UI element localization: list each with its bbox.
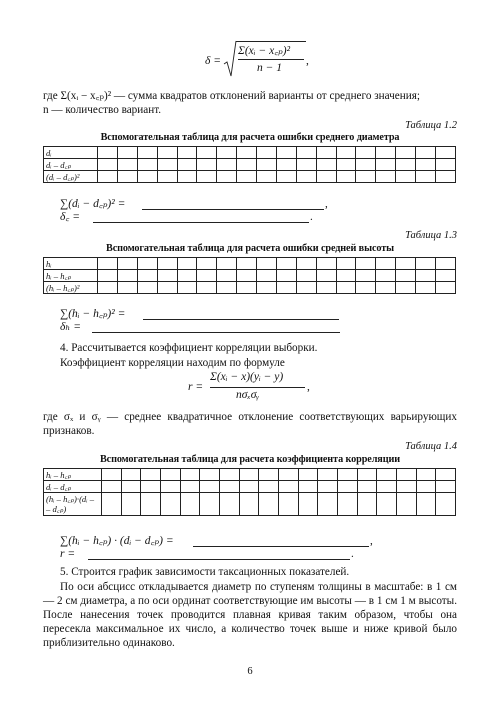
r-blank [88,559,350,560]
table-1-2 [43,146,456,183]
table-1-4-row-label-3a: (hᵢ – h꜀ₚ)·(dᵢ – [46,494,95,504]
correlation-intro: Коэффициент корреляции находим по формуле [60,357,285,369]
table-1-2-row-label-3: (dᵢ – d꜀ₚ)² [44,171,98,183]
table-1-2-row-label-1: dᵢ [44,147,98,159]
sum-d-label: ∑(dᵢ − d꜀ₚ)² = [60,198,126,210]
formula-delta [205,38,325,86]
sum-d-blank [142,209,324,210]
table-row [44,493,456,516]
formula-r-tail: , [307,381,310,393]
table-row [44,481,456,493]
formula-delta-denominator: n − 1 [257,62,283,74]
table-row [44,171,456,183]
formula-r-lhs: r = [188,381,204,393]
table-row [44,147,456,159]
table-1-4-row-label-1: hᵢ – h꜀ₚ [44,469,102,481]
table-1-2-row-label-2: dᵢ – d꜀ₚ [44,159,98,171]
sum-hd-blank [193,546,369,547]
table-1-2-caption: Вспомогательная таблица для расчета ошибки среднего диаметра [100,132,400,143]
table-row [44,282,456,294]
table-1-4 [43,468,456,516]
delta-h-blank [92,332,340,333]
sum-h-blank [143,319,339,320]
table-1-3-row-label-3: (hᵢ – h꜀ₚ)² [44,282,98,294]
step-5-heading: 5. Строится график зависимости таксационных показателей. [60,566,350,578]
paragraph-where-1: где Σ(xᵢ − x꜀ₚ)² — сумма квадратов отклонений варианты от среднего значения; [43,90,420,102]
table-1-4-caption: Вспомогательная таблица для расчета коэффициента корреляции [99,454,401,465]
formula-r [188,371,328,405]
table-1-4-row-label-3b: – d꜀ₚ) [46,504,67,514]
sum-h-label: ∑(hᵢ − h꜀ₚ)² = [60,308,126,320]
table-1-3-caption: Вспомогательная таблица для расчета ошибки средней высоты [106,243,394,254]
formula-delta-lhs: δ = [205,55,221,67]
r-equals-label: r = [60,548,76,560]
formula-r-numerator: Σ(xᵢ − x)(yᵢ − y) [210,371,284,383]
table-1-3 [43,257,456,294]
table-row [44,159,456,171]
delta-h-label: δₕ = [60,321,81,333]
formula-delta-tail: , [306,55,309,67]
table-1-4-row-label-3 [44,493,102,516]
delta-d-label: δ꜀ = [60,211,80,223]
table-row [44,469,456,481]
page-number: 6 [247,666,253,677]
sqrt-sign-icon [223,40,237,78]
table-1-2-number: Таблица 1.2 [405,120,457,131]
table-1-4-row-label-2: dᵢ – d꜀ₚ [44,481,102,493]
formula-r-denominator: nσₓσᵧ [236,389,260,401]
paragraph-where-2: n — количество вариант. [43,104,162,116]
table-1-3-row-label-1: hᵢ [44,258,98,270]
table-1-4-number: Таблица 1.4 [405,441,457,452]
paragraph-graph: По оси абсцисс откладывается диаметр по ступеням толщины в масштабе: в 1 см — 2 см диаметра, а по оси ординат соответствующие им высоты — в 1 см 1 м высоты. После нанесения точек проводится плавная кривая таким образом, чтобы она пересекла максимальное их число, а количество точек выше и ниже кривой было приблизительно одинаково. [43,581,457,649]
paragraph-sigma: где σₓ и σᵧ — среднее квадратичное отклонение соответствующих варьирующих признаков. [43,411,457,437]
step-4-heading: 4. Рассчитывается коэффициент корреляции выборки. [60,342,318,354]
sum-hd-label: ∑(hᵢ − h꜀ₚ) · (dᵢ − d꜀ₚ) = [60,535,174,547]
table-1-3-row-label-2: hᵢ – h꜀ₚ [44,270,98,282]
table-1-3-number: Таблица 1.3 [405,230,457,241]
table-row [44,258,456,270]
formula-delta-numerator: Σ(xᵢ − x꜀ₚ)² [238,45,291,57]
delta-d-blank [93,222,309,223]
table-row [44,270,456,282]
